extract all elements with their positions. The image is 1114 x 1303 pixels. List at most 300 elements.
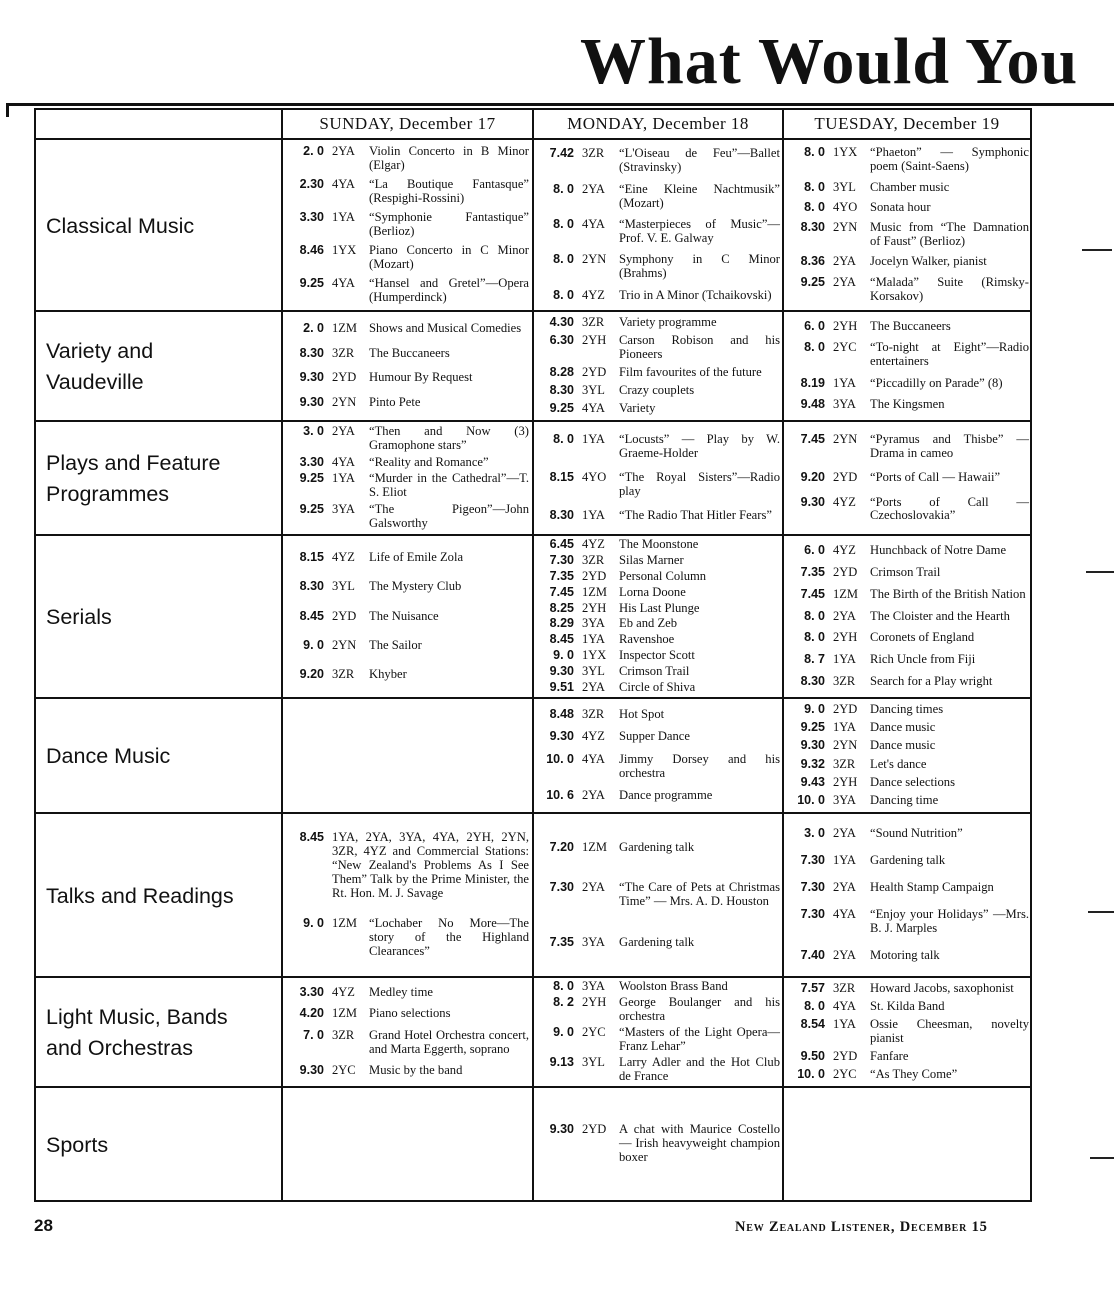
category-label: Serials <box>46 605 112 629</box>
program-cell-tuesday <box>787 1088 1029 1200</box>
program-cell-tuesday <box>787 699 1029 812</box>
entry-description: Ossie Cheesman, novelty pianist <box>870 1017 1029 1045</box>
entry-time: 2.30 <box>299 177 324 192</box>
entry-description: “Murder in the Cathedral”—T. S. Eliot <box>369 471 529 500</box>
entry-time: 8.45 <box>299 608 324 623</box>
program-entry <box>787 827 1029 841</box>
entry-time: 9. 0 <box>553 1025 574 1040</box>
entry-time: 3. 0 <box>303 423 324 438</box>
program-entry <box>787 496 1029 524</box>
entry-time: 9. 0 <box>804 702 825 717</box>
entry-station: 2YA <box>833 254 856 269</box>
entry-time: 8. 0 <box>804 630 825 645</box>
entry-description: Ravenshoe <box>619 632 675 647</box>
entry-station: 2YA <box>582 880 605 895</box>
program-entry <box>536 433 780 461</box>
entry-time: 3.30 <box>299 984 324 999</box>
entry-time: 7.20 <box>549 839 574 854</box>
entry-station: 3YA <box>833 792 856 807</box>
entry-time: 8. 0 <box>804 179 825 194</box>
entry-time: 9.25 <box>299 471 324 486</box>
entry-description: Grand Hotel Orchestra concert, and Marta Eggerth, soprano <box>369 1027 529 1056</box>
program-entry <box>787 1018 1029 1046</box>
margin-mark <box>1082 249 1112 251</box>
entry-time: 9.51 <box>549 680 574 694</box>
program-entry <box>536 1056 780 1084</box>
program-cell-tuesday <box>787 422 1029 534</box>
entry-station: 3YL <box>582 664 605 679</box>
schedule-grid <box>34 108 1032 1202</box>
entry-station: 2YD <box>833 470 858 485</box>
entry-description: Sonata hour <box>870 199 931 214</box>
program-entry <box>787 377 1029 391</box>
program-entry <box>787 1000 1029 1014</box>
entry-station: 2YA <box>833 274 856 289</box>
left-tick <box>6 103 9 117</box>
program-cell-monday <box>536 1088 780 1200</box>
program-entry <box>286 1029 529 1057</box>
program-entry <box>787 631 1029 645</box>
program-entry <box>787 776 1029 790</box>
entry-description: “Phaeton” — Symphonic poem (Saint-Saens) <box>870 145 1029 174</box>
entry-station: 4YZ <box>582 287 605 302</box>
entry-station: 3ZR <box>833 756 856 771</box>
entry-description: Piano selections <box>369 1006 451 1021</box>
entry-station: 2YC <box>833 1067 857 1081</box>
entry-time: 9.30 <box>299 394 324 409</box>
entry-description: “To-night at Eight”—Radio entertainers <box>870 340 1029 369</box>
entry-description: “Ports of Call — Hawaii” <box>870 470 1001 485</box>
program-cell-sunday <box>286 536 529 697</box>
entry-station: 1YX <box>833 145 858 160</box>
entry-station: 2YD <box>833 564 858 579</box>
program-entry <box>286 244 529 272</box>
program-entry <box>536 316 780 330</box>
entry-description: Hunchback of Notre Dame <box>870 542 1007 557</box>
program-cell-tuesday <box>787 814 1029 976</box>
entry-station: 2YH <box>833 630 858 645</box>
entry-description: The Nuisance <box>369 608 439 623</box>
entry-station: 2YC <box>332 1063 356 1078</box>
entry-description: “Sound Nutrition” <box>870 826 963 841</box>
page-headline: What Would You <box>580 25 1079 98</box>
entry-time: 9.30 <box>549 664 574 679</box>
entry-time: 8.30 <box>549 508 574 523</box>
entry-description: Crimson Trail <box>870 564 941 579</box>
entry-station: 4YZ <box>332 984 355 999</box>
program-entry <box>536 402 780 416</box>
entry-time: 8.15 <box>299 550 324 565</box>
program-entry <box>286 551 529 565</box>
program-entry <box>536 789 780 803</box>
entry-time: 9. 0 <box>303 916 324 931</box>
program-entry <box>286 472 529 500</box>
entry-time: 8.29 <box>549 616 574 631</box>
program-entry <box>536 570 780 584</box>
entry-time: 8.30 <box>549 383 574 397</box>
entry-station: 1YA <box>332 210 355 225</box>
entry-description: “The Care of Pets at Christmas Time” — Mrs. A. D. Houston <box>619 880 780 908</box>
program-cell-tuesday <box>787 312 1029 420</box>
program-entry <box>787 1068 1029 1082</box>
entry-time: 4.20 <box>299 1006 324 1021</box>
program-entry <box>787 1050 1029 1064</box>
entry-description: “La Boutique Fantasque” (Respighi-Rossini) <box>369 177 529 206</box>
entry-time: 7.40 <box>800 948 825 962</box>
program-entry <box>787 949 1029 963</box>
program-entry <box>787 181 1029 195</box>
program-entry <box>286 145 529 173</box>
entry-time: 8.25 <box>549 600 574 615</box>
program-cell-sunday <box>286 699 529 812</box>
category-label: Dance Music <box>46 744 171 768</box>
day-header-monday: MONDAY, December 18 <box>567 114 749 133</box>
day-header-tuesday: TUESDAY, December 19 <box>814 114 1000 133</box>
program-entry <box>536 1026 780 1054</box>
entry-time: 8. 0 <box>804 999 825 1014</box>
entry-time: 9.32 <box>800 756 825 771</box>
entry-description: Dance programme <box>619 788 713 803</box>
program-entry <box>787 703 1029 717</box>
program-entry <box>286 668 529 682</box>
program-entry <box>536 218 780 246</box>
program-entry <box>286 639 529 653</box>
entry-description: Motoring talk <box>870 948 940 962</box>
entry-description: Dance selections <box>870 774 955 789</box>
program-entry <box>536 753 780 781</box>
entry-station: 4YA <box>582 217 605 232</box>
program-entry <box>787 471 1029 485</box>
entry-description: Eb and Zeb <box>619 616 678 631</box>
program-entry <box>536 936 780 950</box>
entry-station: 4YA <box>582 401 605 415</box>
entry-description: Dance music <box>870 738 936 753</box>
entry-station: 1ZM <box>332 916 357 931</box>
entry-station: 1YA <box>582 431 605 446</box>
program-cell-monday <box>536 140 780 310</box>
entry-time: 8. 0 <box>553 217 574 232</box>
entry-description: The Buccaneers <box>870 318 951 333</box>
program-entry <box>787 201 1029 215</box>
entry-station: 1YA <box>582 632 605 647</box>
entry-description: “Lochaber No More—The story of the Highland Clearances” <box>369 916 529 959</box>
entry-description: Music from “The Damnation of Faust” (Berlioz) <box>870 220 1029 249</box>
entry-time: 9. 0 <box>303 637 324 652</box>
program-cell-tuesday <box>787 140 1029 310</box>
column-divider <box>281 110 283 1200</box>
program-entry <box>286 371 529 385</box>
program-cell-sunday <box>286 978 529 1086</box>
program-entry <box>536 147 780 175</box>
entry-description: Medley time <box>369 984 434 999</box>
program-entry <box>787 433 1029 461</box>
entry-station: 2YA <box>582 181 605 196</box>
program-entry <box>286 322 529 336</box>
entry-station: 1YA <box>833 720 856 735</box>
program-entry <box>286 211 529 239</box>
entry-time: 9.48 <box>800 397 825 412</box>
entry-description: “The Radio That Hitler Fears” <box>619 508 772 523</box>
entry-station: 4YO <box>833 199 858 214</box>
entry-time: 8.48 <box>549 706 574 721</box>
entry-time: 9.30 <box>549 729 574 744</box>
entry-time: 7. 0 <box>303 1027 324 1042</box>
entry-station: 2YN <box>833 220 858 235</box>
entry-time: 7.45 <box>549 584 574 599</box>
program-cell-tuesday <box>787 978 1029 1086</box>
publication-line: New Zealand Listener, December 15 <box>735 1219 988 1235</box>
program-entry <box>787 398 1029 412</box>
entry-description: Hot Spot <box>619 706 665 721</box>
entry-description: Piano Concerto in C Minor (Mozart) <box>369 243 529 271</box>
entry-station: 4YZ <box>833 494 856 509</box>
entry-station: 3ZR <box>332 666 355 681</box>
entry-station: 2YA <box>833 948 856 962</box>
entry-station: 3ZR <box>332 345 355 360</box>
entry-description: Health Stamp Campaign <box>870 880 994 895</box>
program-entry <box>536 980 780 994</box>
entry-time: 6.30 <box>549 333 574 348</box>
entry-station: 1YA <box>332 471 355 486</box>
entry-time: 7.45 <box>800 431 825 446</box>
entry-description: “Pyramus and Thisbe” —Drama in cameo <box>870 431 1029 460</box>
entry-description: Trio in A Minor (Tchaikovski) <box>619 287 772 302</box>
entry-station: 3ZR <box>582 146 605 161</box>
program-entry <box>536 334 780 362</box>
entry-station: 3YL <box>833 179 856 194</box>
program-cell-sunday <box>286 422 529 534</box>
entry-station: 3YL <box>582 1055 605 1070</box>
program-entry <box>286 347 529 361</box>
entry-time: 8.45 <box>549 632 574 647</box>
entry-description: “Symphonie Fantastique” (Berlioz) <box>369 210 529 238</box>
entry-station: 2YD <box>582 1122 607 1137</box>
entry-station: 2YA <box>833 826 856 841</box>
entry-description: Rich Uncle from Fiji <box>870 652 976 667</box>
program-entry <box>286 277 529 305</box>
program-entry <box>286 1064 529 1078</box>
margin-mark <box>1090 1157 1114 1159</box>
entry-description: Film favourites of the future <box>619 365 762 379</box>
entry-station: 2YN <box>582 252 607 267</box>
program-entry <box>787 276 1029 304</box>
entry-description: The Birth of the British Nation <box>870 586 1026 601</box>
entry-description: Supper Dance <box>619 729 690 744</box>
entry-description: Dancing time <box>870 792 939 807</box>
entry-time: 2. 0 <box>303 321 324 336</box>
entry-description: Jimmy Dorsey and his orchestra <box>619 751 780 780</box>
entry-time: 8.46 <box>299 243 324 258</box>
entry-time: 8. 0 <box>553 287 574 302</box>
program-entry <box>536 183 780 211</box>
entry-description: Variety programme <box>619 315 717 330</box>
entry-description: Let's dance <box>870 756 927 771</box>
entry-description: The Kingsmen <box>870 397 945 412</box>
program-cell-sunday <box>286 1088 529 1200</box>
program-entry <box>536 665 780 679</box>
entry-station: 2YH <box>833 318 858 333</box>
entry-time: 7.30 <box>800 853 825 868</box>
program-entry <box>787 221 1029 249</box>
entry-station: 3YA <box>582 934 605 949</box>
entry-description: Inspector Scott <box>619 648 695 663</box>
column-divider <box>782 110 784 1200</box>
category-label: Sports <box>46 1132 109 1157</box>
entry-description: Humour By Request <box>369 370 473 385</box>
entry-station: 2YN <box>833 738 858 753</box>
category-label: Talks and Readings <box>46 883 234 908</box>
entry-description: Pinto Pete <box>369 394 421 409</box>
program-entry <box>536 602 780 616</box>
program-entry <box>787 739 1029 753</box>
entry-station: 2YN <box>833 431 858 446</box>
entry-time: 7.35 <box>549 568 574 583</box>
program-entry <box>286 456 529 470</box>
program-entry <box>787 908 1029 936</box>
margin-mark <box>1086 571 1114 573</box>
program-entry <box>787 982 1029 996</box>
category-label: Plays and Feature Programmes <box>46 451 221 506</box>
entry-time: 8. 7 <box>804 652 825 667</box>
entry-time: 3.30 <box>299 454 324 469</box>
program-entry <box>286 580 529 594</box>
entry-station: 3ZR <box>582 315 605 330</box>
entry-station: 2YD <box>833 702 858 717</box>
entry-spacer <box>324 831 332 901</box>
entry-station: 2YA <box>332 423 355 438</box>
entry-time: 8.30 <box>800 674 825 689</box>
entry-description: “Hansel and Gretel”—Opera (Humperdinck) <box>369 276 529 304</box>
entry-description: “Masters of the Light Opera—Franz Lehar” <box>619 1025 780 1053</box>
entry-time: 7.45 <box>800 586 825 601</box>
entry-station: 2YN <box>332 637 357 652</box>
entry-description: Search for a Play wright <box>870 674 993 689</box>
entry-station: 4YZ <box>833 542 856 557</box>
entry-description: Variety <box>619 401 656 415</box>
entry-time: 8. 0 <box>804 199 825 214</box>
program-entry <box>787 758 1029 772</box>
program-entry <box>787 341 1029 369</box>
category-label: Light Music, Bands and Orchestras <box>46 1005 228 1060</box>
entry-station: 3YL <box>582 383 605 397</box>
entry-time: 8.45 <box>299 829 324 844</box>
program-entry <box>536 384 780 398</box>
entry-description: Lorna Doone <box>619 584 686 599</box>
entry-station: 3YA <box>332 502 355 517</box>
program-cell-monday <box>536 312 780 420</box>
program-entry <box>536 617 780 631</box>
program-entry <box>787 721 1029 735</box>
program-entry <box>787 675 1029 689</box>
entry-time: 8.30 <box>299 345 324 360</box>
entry-station: 2YH <box>582 333 607 348</box>
program-entry <box>536 633 780 647</box>
program-entry <box>536 366 780 380</box>
entry-time: 10. 0 <box>797 792 825 807</box>
program-entry <box>536 708 780 722</box>
entry-time: 9.25 <box>299 502 324 517</box>
entry-time: 8.30 <box>800 220 825 235</box>
program-entry <box>286 1007 529 1021</box>
entry-station: 2YA <box>833 880 856 895</box>
entry-time: 9.30 <box>549 1122 574 1137</box>
program-cell-monday <box>536 699 780 812</box>
entry-station: 4YA <box>332 454 355 469</box>
program-entry <box>286 178 529 206</box>
program-cell-monday <box>536 814 780 976</box>
program-entry <box>536 586 780 600</box>
program-entry <box>536 554 780 568</box>
entry-time: 2. 0 <box>303 144 324 159</box>
entry-description: “The Pigeon”—John Galsworthy <box>369 502 529 531</box>
entry-time: 9.13 <box>549 1055 574 1070</box>
program-entry <box>536 1123 780 1165</box>
entry-time: 9.30 <box>800 494 825 509</box>
entry-time: 3.30 <box>299 210 324 225</box>
entry-time: 8. 0 <box>553 252 574 267</box>
entry-station: 4YZ <box>582 729 605 744</box>
entry-time: 9.25 <box>800 720 825 735</box>
entry-description: Gardening talk <box>619 934 695 949</box>
program-cell-monday <box>536 422 780 534</box>
entry-station: 2YA <box>833 608 856 623</box>
entry-station: 4YA <box>833 999 856 1014</box>
entry-time: 3. 0 <box>804 826 825 841</box>
entry-station: 3ZR <box>833 674 856 689</box>
entry-description: Life of Emile Zola <box>369 550 464 565</box>
program-entry <box>536 841 780 855</box>
entry-station: 2YN <box>332 394 357 409</box>
entry-description: Fanfare <box>870 1049 909 1063</box>
entry-station: 2YA <box>582 680 605 694</box>
entry-description: “Masterpieces of Music”—Prof. V. E. Galway <box>619 217 780 245</box>
entry-time: 6. 0 <box>804 318 825 333</box>
entry-station: 3YA <box>833 397 856 412</box>
entry-station: 2YD <box>332 608 357 623</box>
entry-description: Personal Column <box>619 568 707 583</box>
entry-time: 9.43 <box>800 774 825 789</box>
entry-description: “Ports of Call — Czechoslovakia” <box>870 494 1029 523</box>
entry-time: 9.20 <box>800 470 825 485</box>
entry-time: 4.30 <box>549 315 574 330</box>
entry-time: 10. 0 <box>797 1067 825 1081</box>
entry-time: 8. 0 <box>553 431 574 446</box>
program-entry <box>787 544 1029 558</box>
entry-description: Silas Marner <box>619 552 684 567</box>
entry-description: Circle of Shiva <box>619 680 696 694</box>
entry-description: The Mystery Club <box>369 579 462 594</box>
entry-station: 2YH <box>582 995 607 1010</box>
entry-description: Shows and Musical Comedies <box>369 321 522 336</box>
entry-description: “Eine Kleine Nachtmusik” (Mozart) <box>619 181 780 210</box>
entry-time: 7.57 <box>800 981 825 996</box>
entry-description: Symphony in C Minor (Brahms) <box>619 252 780 281</box>
entry-description: 1YA, 2YA, 3YA, 4YA, 2YH, 2YN, 3ZR, 4YZ and Commercial Stations: “New Zealand's Problems As I See Them” Talk by the Prime Minister, the Rt. Hon. M. J. Savage <box>332 829 529 900</box>
program-entry <box>536 509 780 523</box>
program-entry <box>536 253 780 281</box>
entry-description: Coronets of England <box>870 630 975 645</box>
entry-station: 1ZM <box>332 1006 357 1021</box>
entry-description: “Enjoy your Holidays” —Mrs. B. J. Marples <box>870 907 1029 935</box>
entry-description: Carson Robison and his Pioneers <box>619 333 780 361</box>
entry-description: The Sailor <box>369 637 422 652</box>
category-label: Classical Music <box>46 213 195 238</box>
program-entry <box>787 610 1029 624</box>
entry-description: “Reality and Romance” <box>369 454 489 469</box>
entry-station: 3YA <box>582 616 605 631</box>
entry-time: 9.25 <box>299 276 324 291</box>
program-entry <box>286 831 529 901</box>
